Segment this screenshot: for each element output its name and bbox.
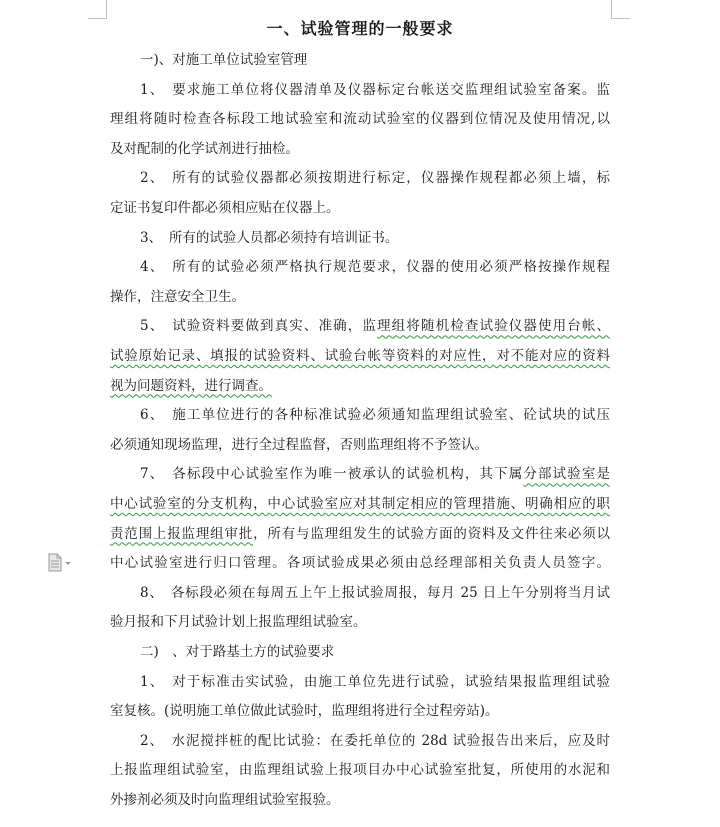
body-line: 试验原始记录、填报的试验资料、试验台帐等资料的对应性，对不能对应的资料 xyxy=(110,348,610,364)
body-line: 2、 水泥搅拌桩的配比试验：在委托单位的 28d 试验报告出来后，应及时 xyxy=(140,732,610,749)
body-line: 外掺剂必须及时向监理组试验室报验。 xyxy=(110,792,340,808)
body-line: 室复核。(说明施工单位做此试验时，监理组将进行全过程旁站)。 xyxy=(110,703,499,720)
body-line: 2、 所有的试验仪器都必须按期进行标定，仪器操作规程都必须上墙，标 xyxy=(140,170,610,187)
body-line: 4、 所有的试验必须严格执行规范要求，仪器的使用必须严格按操作规程 xyxy=(140,259,610,276)
body-line: 8、 各标段必须在每周五上午上报试验周报，每月 25 日上午分别将当月试 xyxy=(140,584,610,601)
body-line: 1、 对于标准击实试验，由施工单位先进行试验，试验结果报监理组试验 xyxy=(140,673,610,690)
document-title: 一、试验管理的一般要求 xyxy=(266,19,454,38)
body-line: 7、 各标段中心试验室作为唯一被承认的试验机构，其下属分部试验室是 xyxy=(140,466,611,483)
body-line: 责范围上报监理组审批，所有与监理组发生的试验方面的资料及文件往来必须以 xyxy=(110,525,611,542)
body-line: 视为问题资料，进行调查。 xyxy=(110,377,272,394)
body-line: 定证书复印件都必须相应贴在仪器上。 xyxy=(110,200,340,216)
body-line: 中心试验室进行归口管理。各项试验成果必须由总经理部相关负责人员签字。 xyxy=(110,555,610,572)
body-line: 一)、对施工单位试验室管理 xyxy=(140,52,308,68)
body-line: 操作，注意安全卫生。 xyxy=(110,288,245,305)
body-line: 3、 所有的试验人员都必须持有培训证书。 xyxy=(140,229,399,246)
body-line: 必须通知现场监理，进行全过程监督，否则监理组将不予签认。 xyxy=(110,436,488,453)
body-line: 及对配制的化学试剂进行抽检。 xyxy=(110,140,299,157)
body-line: 1、 要求施工单位将仪器清单及仪器标定台帐送交监理组试验室备案。监 xyxy=(140,81,610,98)
document-options-icon[interactable] xyxy=(46,553,72,573)
body-line: 5、 试验资料要做到真实、准确，监理组将随机检查试验仪器使用台帐、 xyxy=(140,318,610,335)
body-line: 验月报和下月试验计划上报监理组试验室。 xyxy=(110,614,367,631)
body-line: 6、 施工单位进行的各种标准试验必须通知监理组试验室、砼试块的试压 xyxy=(140,407,610,424)
body-line: 中心试验室的分支机构，中心试验室应对其制定相应的管理措施、明确相应的职 xyxy=(110,496,610,512)
body-line: 二) 、对于路基土方的试验要求 xyxy=(140,644,335,660)
body-line: 理组将随时检查各标段工地试验室和流动试验室的仪器到位情况及使用情况,以 xyxy=(110,111,610,128)
body-line: 上报监理组试验室，由监理组试验上报项目办中心试验室批复，所使用的水泥和 xyxy=(110,762,610,779)
